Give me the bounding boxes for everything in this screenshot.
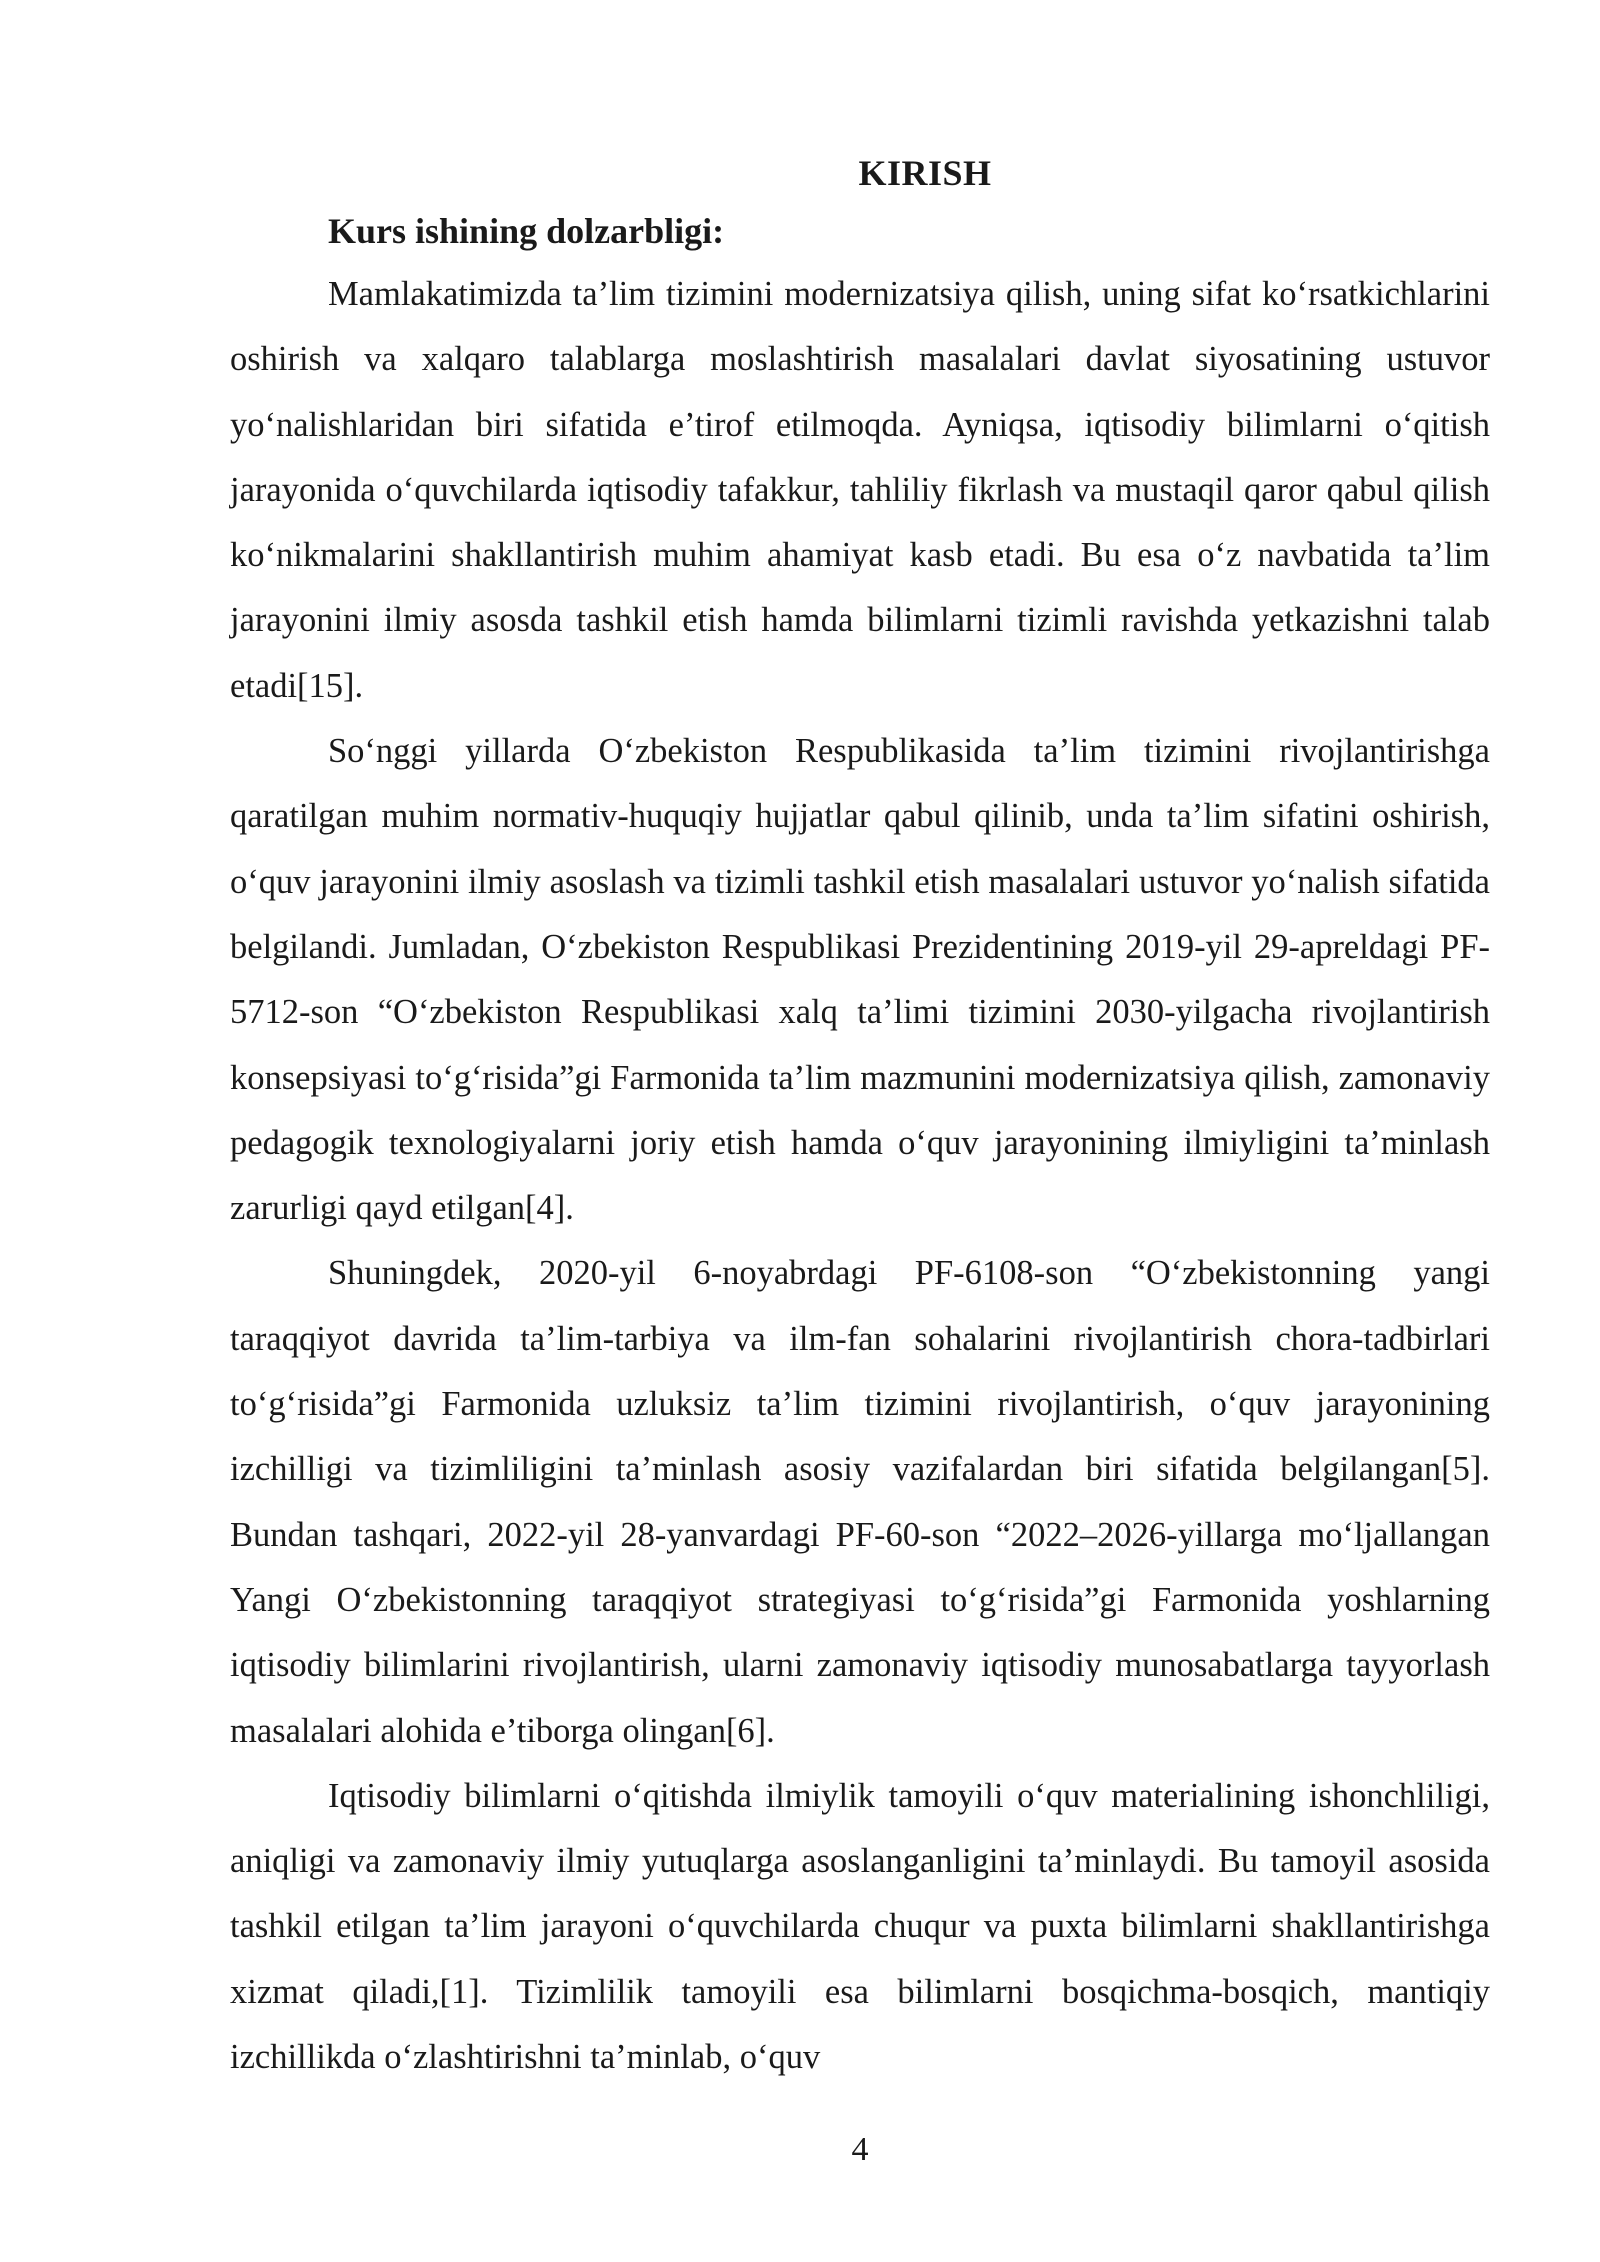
section-title: KIRISH (858, 153, 992, 193)
paragraph-1: Mamlakatimizda ta’lim tizimini modernizatsiya qilish, uning sifat ko‘rsatkichlarini oshirish va xalqaro talablarga moslashtirish masalalari davlat siyosatining ustuvor yo‘nalishlaridan biri sifatida e’tirof etilmoqda. Ayniqsa, iqtisodiy bilimlarni o‘qitish jarayonida o‘quvchilarda iqtisodiy tafakkur, tahliliy fikrlash va mustaqil qaror qabul qilish ko‘nikmalarini shakllantirish muhim ahamiyat kasb etadi. Bu esa o‘z navbatida ta’lim jarayonini ilmiy asosda tashkil etish hamda bilimlarni tizimli ravishda yetkazishni talab etadi[15]. (230, 275, 1490, 705)
section-subtitle: Kurs ishining dolzarbligi: (328, 211, 725, 251)
paragraph-4: Iqtisodiy bilimlarni o‘qitishda ilmiylik tamoyili o‘quv materialining ishonchliligi, aniqligi va zamonaviy ilmiy yutuqlarga asoslanganligini ta’minlaydi. Bu tamoyil asosida tashkil etilgan ta’lim jarayoni o‘quvchilarda chuqur va puxta bilimlarni shakllantirishga xizmat qiladi,[1]. Tizimlilik tamoyili esa bilimlarni bosqichma-bosqich, mantiqiy izchillikda o‘zlashtirishni ta’minlab, o‘quv (230, 1776, 1490, 2077)
paragraph-3: Shuningdek, 2020-yil 6-noyabrdagi PF-6108-son “O‘zbekistonning yangi taraqqiyot davrida ta’lim-tarbiya va ilm-fan sohalarini rivojlantirish chora-tadbirlari to‘g‘risida”gi Farmonida uzluksiz ta’lim tizimini rivojlantirish, o‘quv jarayonining izchilligi va tizimliligini ta’minlash asosiy vazifalardan biri sifatida belgilangan[5]. Bundan tashqari, 2022-yil 28-yanvardagi PF-60-son “2022–2026-yillarga mo‘ljallangan Yangi O‘zbekistonning taraqqiyot strategiyasi to‘g‘risida”gi Farmonida yoshlarning iqtisodiy bilimlarini rivojlantirish, ularni zamonaviy iqtisodiy munosabatlarga tayyorlash masalalari alohida e’tiborga olingan[6]. (230, 1254, 1490, 1750)
page-number: 4 (851, 2131, 869, 2168)
page-body (230, 148, 1490, 2090)
paragraph-2: So‘nggi yillarda O‘zbekiston Respublikasida ta’lim tizimini rivojlantirishga qaratilgan muhim normativ-huquqiy hujjatlar qabul qilinib, unda ta’lim sifatini oshirish, o‘quv jarayonini ilmiy asoslash va tizimli tashkil etish masalalari ustuvor yo‘nalish sifatida belgilandi. Jumladan, O‘zbekiston Respublikasi Prezidentining 2019-yil 29-apreldagi PF-5712-son “O‘zbekiston Respublikasi xalq ta’limi tizimini 2030-yilgacha rivojlantirish konsepsiyasi to‘g‘risida”gi Farmonida ta’lim mazmunini modernizatsiya qilish, zamonaviy pedagogik texnologiyalarni joriy etish hamda o‘quv jarayonining ilmiyligini ta’minlash zarurligi qayd etilgan[4]. (230, 732, 1490, 1228)
